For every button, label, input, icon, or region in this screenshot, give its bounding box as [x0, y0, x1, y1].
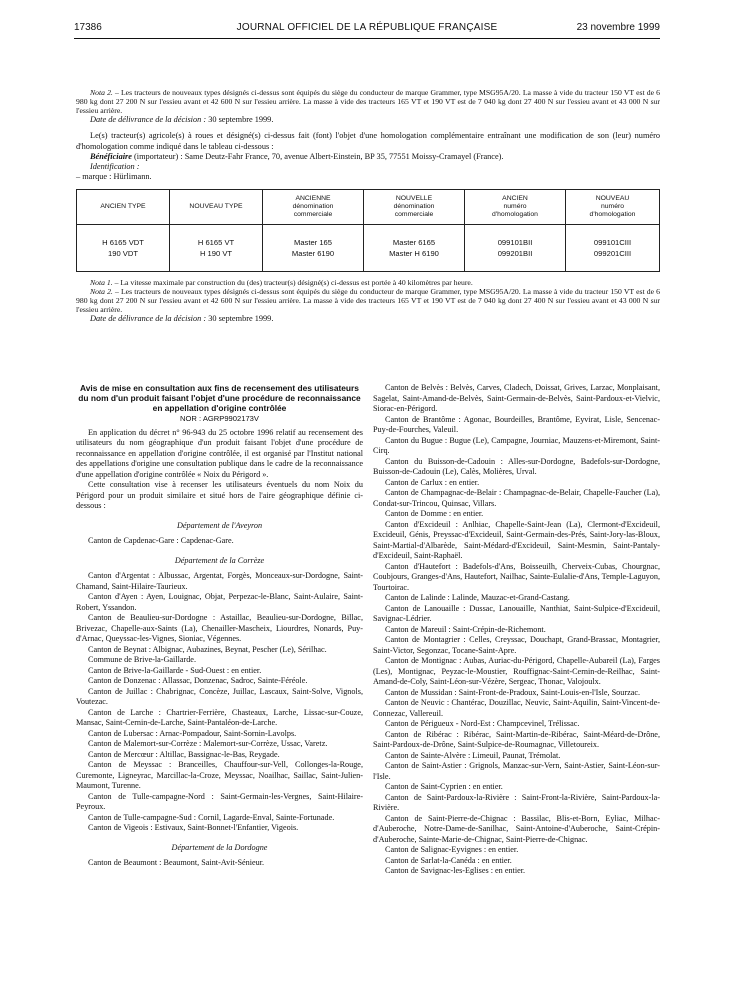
col-header: ANCIEN numéro d'homologation — [465, 189, 566, 224]
canton-entry: Commune de Brive-la-Gaillarde. — [88, 655, 196, 664]
nota-1-paragraph — [76, 278, 660, 287]
canton-entry: Canton de Brive-la-Gaillarde - Sud-Ouest : en entier. — [88, 665, 262, 675]
right-column — [373, 383, 660, 877]
canton-entry: Canton de Savignac-les-Eglises : en entier. — [385, 866, 526, 875]
canton-entry: Canton d'Excideuil : Anlhiac, Chapelle-Saint-Jean (La), Clermont-d'Excideuil, Excideuil, Génis, Preyssac-d'Excideuil, Saint-Germain-des-Prés, Saint-Jory-las-Bloux, Saint-Martial-d'Albarède, Saint-Médard-d'Excideuil, Saint-Mesmin, Saint-Pantaly-d'Excideuil, Saint-Raphaël. — [373, 519, 660, 560]
canton-entry: Canton de Beynat : Albignac, Aubazines, Beynat, Pescher (Le), Sérilhac. — [88, 644, 327, 654]
canton-entry: Canton d'Argentat : Albussac, Argentat, Forgès, Monceaux-sur-Dordogne, Saint-Chamand, Saint-Hilaire-Taurieux. — [76, 571, 363, 591]
canton-list — [76, 571, 363, 834]
canton-entry: Canton du Bugue : Bugue (Le), Campagne, Journiac, Mauzens-et-Miremont, Saint-Cirq. — [373, 435, 660, 455]
canton-entry: Canton de Ribérac : Ribérac, Saint-Martin-de-Ribérac, Saint-Méard-de-Drône, Saint-Pardoux-de-Drône, Saint-Sulpice-de-Roumagnac, Villetoureix. — [373, 729, 660, 749]
canton-entry: Canton d'Ayen : Ayen, Louignac, Objat, Perpezac-le-Blanc, Saint-Aulaire, Saint-Robert, Yssandon. — [76, 592, 363, 612]
page-number: 17386 — [74, 22, 102, 33]
canton-entry: Canton de Belvès : Belvès, Carves, Cladech, Doissat, Grives, Larzac, Monplaisant, Sagelat, Saint-Amand-de-Belvès, Saint-Germain-de-Belvès, Saint-Pardoux-et-Vielvic, Siorac-en-Périgord. — [373, 383, 660, 413]
canton-entry: Canton de Tulle-campagne-Sud : Cornil, Lagarde-Enval, Sainte-Fortunade. — [88, 812, 335, 822]
department-heading: Département de l'Aveyron — [176, 520, 263, 530]
canton-entry: Canton de Lanouaille : Dussac, Lanouaille, Nanthiat, Saint-Sulpice-d'Excideuil, Savignac-Lédrier. — [373, 603, 660, 623]
table-cell: H 6165 VT H 190 VT — [170, 224, 263, 271]
nor-reference: NOR : AGRP9902173V — [180, 414, 259, 423]
delivrance-label: Date de délivrance de la décision : — [90, 313, 207, 323]
header-rule — [74, 38, 660, 39]
homologation-paragraph: Le(s) tracteur(s) agricole(s) à roues et désigné(s) ci-dessus fait (font) l'objet d'une homologation complémentaire entraînant une modification de son (leur) numéro d'homologation comme indiqué dans le tableau ci-dessous : — [76, 131, 660, 151]
canton-entry: Canton de Saint-Cyprien : en entier. — [385, 782, 503, 791]
canton-entry: Canton de Sarlat-la-Canéda : en entier. — [385, 855, 512, 865]
col-header: ANCIENNE dénomination commerciale — [263, 189, 364, 224]
beneficiaire-label: Bénéficiaire — [90, 151, 132, 161]
nota-text: – La vitesse maximale par construction du (des) tracteur(s) désigné(s) ci-dessus est portée à 40 kilomètres par heure. — [112, 277, 473, 287]
canton-entry: Canton du Buisson-de-Cadouin : Alles-sur-Dordogne, Badefols-sur-Dordogne, Buisson-de-Cadouin (Le), Calès, Molières, Urval. — [373, 456, 660, 476]
canton-entry: Canton de Saint-Pardoux-la-Rivière : Saint-Front-la-Rivière, Saint-Pardoux-la-Rivière. — [373, 792, 660, 812]
canton-entry: Canton de Vigeois : Estivaux, Saint-Bonnet-l'Enfantier, Vigeois. — [88, 823, 299, 832]
col-header: NOUVELLE dénomination commerciale — [364, 189, 465, 224]
canton-entry: Canton de Lubersac : Arnac-Pompadour, Saint-Sornin-Lavolps. — [88, 728, 297, 738]
journal-title: JOURNAL OFFICIEL DE LA RÉPUBLIQUE FRANÇAISE — [236, 22, 498, 33]
beneficiaire-line — [76, 152, 660, 162]
table-cell: 099101BII 099201BII — [465, 224, 566, 271]
page-header — [74, 22, 660, 36]
table-cell: 099101CIII 099201CIII — [566, 224, 660, 271]
canton-entry: Canton de Neuvic : Chantérac, Douzillac, Neuvic, Saint-Aquilin, Saint-Vincent-de-Connezac, Vallereuil. — [373, 698, 660, 718]
canton-entry: Canton de Montagrier : Celles, Creyssac, Douchapt, Grand-Brassac, Montagrier, Saint-Victor, Segonzac, Tocane-Saint-Apre. — [373, 635, 660, 655]
col-header: NOUVEAU TYPE — [170, 189, 263, 224]
canton-entry: Canton de Capdenac-Gare : Capdenac-Gare. — [88, 536, 234, 545]
canton-list — [373, 383, 660, 877]
canton-entry: Canton de Carlux : en entier. — [385, 477, 480, 487]
avis-title: Avis de mise en consultation aux fins de recensement des utilisateurs du nom d'un produit faisant l'objet d'une procédure de reconnaissance en appellation d'origine contrôlée — [78, 383, 361, 413]
canton-entry: Canton de Donzenac : Allassac, Donzenac, Sadroc, Sainte-Féréole. — [88, 676, 308, 685]
canton-entry: Canton de Périgueux - Nord-Est : Champcevinel, Trélissac. — [385, 719, 580, 728]
nota-2-paragraph — [76, 287, 660, 314]
nota-label: Nota 1. — [90, 277, 113, 287]
canton-entry: Canton de Champagnac-de-Belair : Champagnac-de-Belair, Chapelle-Faucher (La), Condat-sur-Trincou, Quinsac, Villars. — [373, 488, 660, 508]
nota-text: – Les tracteurs de nouveaux types désignés ci-dessus sont équipés du siège du conducteur de marque Grammer, type MSG95A/20. La masse à vide du tracteur 150 VT est de 6 980 kg dont 27 200 N sur l'essieu avant et 42 600 N sur l'essieu arrière. La masse à vide des tracteurs 165 VT et 190 VT est de 7 040 kg dont 27 400 N sur l'essieu avant et 43 000 N sur l'essieu arrière. — [76, 88, 661, 116]
left-column — [76, 383, 363, 869]
homologation-table — [76, 189, 660, 272]
canton-entry: Canton de Mercœur : Altillac, Bassignac-le-Bas, Reygade. — [88, 749, 280, 759]
canton-entry: Canton de Saint-Astier : Grignols, Manzac-sur-Vern, Saint-Astier, Saint-Léon-sur-l'Isle. — [373, 761, 660, 781]
delivrance-label: Date de délivrance de la décision : — [90, 115, 207, 125]
delivrance-line — [76, 115, 660, 125]
canton-entry: Canton de Salignac-Eyvignes : en entier. — [385, 845, 519, 854]
table-cell: H 6165 VDT 190 VDT — [77, 224, 170, 271]
identification-label: Identification : — [90, 162, 140, 172]
beneficiaire-text: (importateur) : Same Deutz-Fahr France, 70, avenue Albert-Einstein, BP 35, 77551 Moissy-Cramayel (France). — [131, 151, 504, 161]
canton-entry: Canton de Montignac : Aubas, Auriac-du-Périgord, Chapelle-Aubareil (La), Farges (Les), Montignac, Peyzac-le-Moustier, Rouffignac-Saint-Cernin-de-Reilhac, Saint-Amand-de-Coly, Saint-Léon-sur-Vézère, Sergeac, Thonac, Valojoulx. — [373, 656, 660, 686]
canton-list — [76, 858, 363, 869]
canton-entry: Canton de Mussidan : Saint-Front-de-Pradoux, Saint-Louis-en-l'Isle, Sourzac. — [385, 687, 641, 697]
table-row — [77, 224, 660, 271]
issue-date: 23 novembre 1999 — [576, 22, 660, 33]
department-heading: Département de la Dordogne — [171, 842, 268, 852]
canton-list — [76, 536, 363, 547]
col-header: NOUVEAU numéro d'homologation — [566, 189, 660, 224]
nota-2-paragraph — [76, 88, 660, 115]
nota-label: Nota 2. — [90, 286, 113, 296]
col-header: ANCIEN TYPE — [77, 189, 170, 224]
canton-entry: Canton de Tulle-campagne-Nord : Saint-Germain-les-Vergnes, Saint-Hilaire-Peyroux. — [76, 791, 363, 811]
canton-entry: Canton de Beaulieu-sur-Dordogne : Astaillac, Beaulieu-sur-Dordogne, Billac, Brivezac, Chapelle-aux-Saints (La), Chenailler-Mascheix, Liourdres, Nonards, Puy-d'Arnac, Queyssac-les-Vignes, Sioniac, Végennes. — [76, 613, 363, 643]
canton-entry: Canton de Mareuil : Saint-Crépin-de-Richemont. — [385, 624, 546, 634]
canton-entry: Canton de Larche : Chartrier-Ferrière, Chasteaux, Larche, Lissac-sur-Couze, Mansac, Saint-Cernin-de-Larche, Saint-Pantaléon-de-Larche. — [76, 707, 363, 727]
table-cell: Master 6165 Master H 6190 — [364, 224, 465, 271]
canton-entry: Canton de Beaumont : Beaumont, Saint-Avit-Sénieur. — [88, 858, 265, 867]
table-header-row — [77, 189, 660, 224]
canton-entry: Canton de Malemort-sur-Corrèze : Malemort-sur-Corrèze, Ussac, Varetz. — [88, 739, 328, 748]
canton-entry: Canton de Saint-Pierre-de-Chignac : Bassilac, Blis-et-Born, Eyliac, Milhac-d'Auberoche, Notre-Dame-de-Sanilhac, Saint-Antoine-d'Auberoche, Saint-Crépin-d'Auberoche, Sainte-Marie-de-Chignac, Saint-Pierre-de-Chignac. — [373, 813, 660, 844]
canton-entry: Canton de Meyssac : Branceilles, Chauffour-sur-Vell, Collonges-la-Rouge, Curemonte, Ligneyrac, Marcillac-la-Croze, Meyssac, Noailhac, Saillac, Saint-Julien-Maumont, Turenne. — [76, 760, 363, 790]
table-cell: Master 165 Master 6190 — [263, 224, 364, 271]
nota-text: – Les tracteurs de nouveaux types désignés ci-dessus sont équipés du siège du conducteur de marque Grammer, type MSG95A/20. La masse à vide du tracteur 150 VT est de 6 980 kg dont 27 200 N sur l'essieu avant et 42 600 N sur l'essieu arrière. La masse à vide des tracteurs 165 VT et 190 VT est de 7 040 kg dont 27 400 N sur l'essieu avant et 43 000 N sur l'essieu arrière. — [76, 286, 661, 314]
canton-entry: Canton de Domme : en entier. — [385, 509, 484, 518]
intro-paragraph: En application du décret n° 96-943 du 25 octobre 1996 relatif au recensement des utilisateurs du nom géographique d'un produit faisant l'objet d'une procédure de reconnaissance en appellation d'origine contrôlée, il est organisé par l'Institut national des appellations d'origine une consultation publique dans le cadre de la reconnaissance d'une appellation d'origine contrôlée « Noix du Périgord ». — [76, 427, 363, 479]
canton-entry: Canton de Lalinde : Lalinde, Mauzac-et-Grand-Castang. — [385, 593, 570, 602]
canton-entry: Canton de Brantôme : Agonac, Bourdeilles, Brantôme, Eyvirat, Lisle, Sencenac-Puy-de-Fourches, Valeuil. — [373, 414, 660, 434]
marque-line: – marque : Hürlimann. — [76, 172, 152, 182]
delivrance-value: 30 septembre 1999. — [206, 115, 274, 125]
department-heading: Département de la Corrèze — [174, 555, 265, 565]
delivrance-line — [76, 314, 660, 324]
nota-label: Nota 2. — [90, 88, 113, 97]
homologation-section — [76, 88, 660, 324]
canton-entry: Canton d'Hautefort : Badefols-d'Ans, Boisseuilh, Cherveix-Cubas, Chourgnac, Coubjours, Granges-d'Ans, Hautefort, Nailhac, Sainte-Eulalie-d'Ans, Temple-Laguyon, Tourtoirac. — [373, 561, 660, 592]
canton-entry: Canton de Juillac : Chabrignac, Concèze, Juillac, Lascaux, Saint-Solve, Vignols, Voutezac. — [76, 686, 363, 706]
canton-entry: Canton de Sainte-Alvère : Limeuil, Paunat, Trémolat. — [385, 750, 561, 760]
delivrance-value: 30 septembre 1999. — [206, 313, 274, 323]
intro-paragraph: Cette consultation vise à recenser les utilisateurs éventuels du nom Noix du Périgord pour un produit similaire et situé hors de l'aire géographique définie ci-dessous : — [76, 480, 363, 510]
